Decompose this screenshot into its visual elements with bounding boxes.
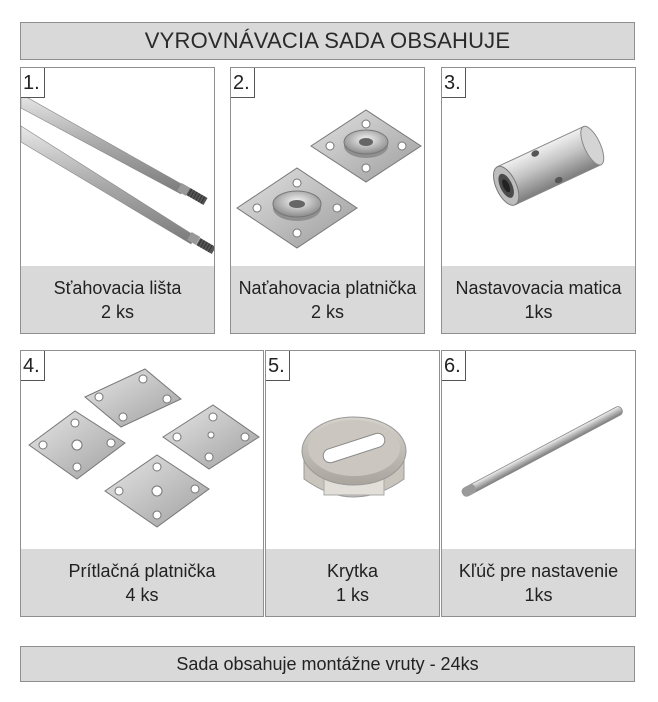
item-name: Nastavovacia matica (455, 277, 622, 298)
item-quantity: 1ks (524, 584, 553, 605)
pressure-plate-icon (21, 351, 263, 551)
item-caption (442, 266, 635, 333)
item-card-6 (441, 350, 636, 617)
kit-title: VYROVNÁVACIA SADA OBSAHUJE (20, 22, 635, 60)
item-caption (442, 549, 635, 616)
tension-rod-icon (21, 68, 214, 268)
tension-plate-icon (231, 68, 424, 268)
item-quantity: 2 ks (310, 301, 344, 322)
item-quantity: 2 ks (100, 301, 134, 322)
item-number: 6. (442, 351, 466, 381)
item-number: 1. (21, 68, 45, 98)
item-name: Kľúč pre nastavenie (458, 560, 619, 581)
item-card-3 (441, 67, 636, 334)
item-number: 5. (266, 351, 290, 381)
item-name: Sťahovacia lišta (53, 277, 182, 298)
cover-cap-icon (266, 351, 439, 551)
adjusting-key-icon (442, 351, 635, 551)
item-number: 2. (231, 68, 255, 98)
item-caption (266, 549, 439, 616)
item-quantity: 4 ks (125, 584, 159, 605)
item-card-5 (265, 350, 440, 617)
item-name: Naťahovacia platnička (238, 277, 417, 298)
item-quantity: 1 ks (335, 584, 369, 605)
item-card-2 (230, 67, 425, 334)
item-name: Prítlačná platnička (68, 560, 216, 581)
item-number: 3. (442, 68, 466, 98)
item-quantity: 1ks (524, 301, 553, 322)
item-caption (21, 549, 263, 616)
item-caption (21, 266, 214, 333)
item-card-1 (20, 67, 215, 334)
item-number: 4. (21, 351, 45, 381)
item-name: Krytka (326, 560, 378, 581)
item-caption (231, 266, 424, 333)
adjusting-nut-icon (442, 68, 635, 268)
screws-note: Sada obsahuje montážne vruty - 24ks (20, 646, 635, 682)
item-card-4 (20, 350, 264, 617)
